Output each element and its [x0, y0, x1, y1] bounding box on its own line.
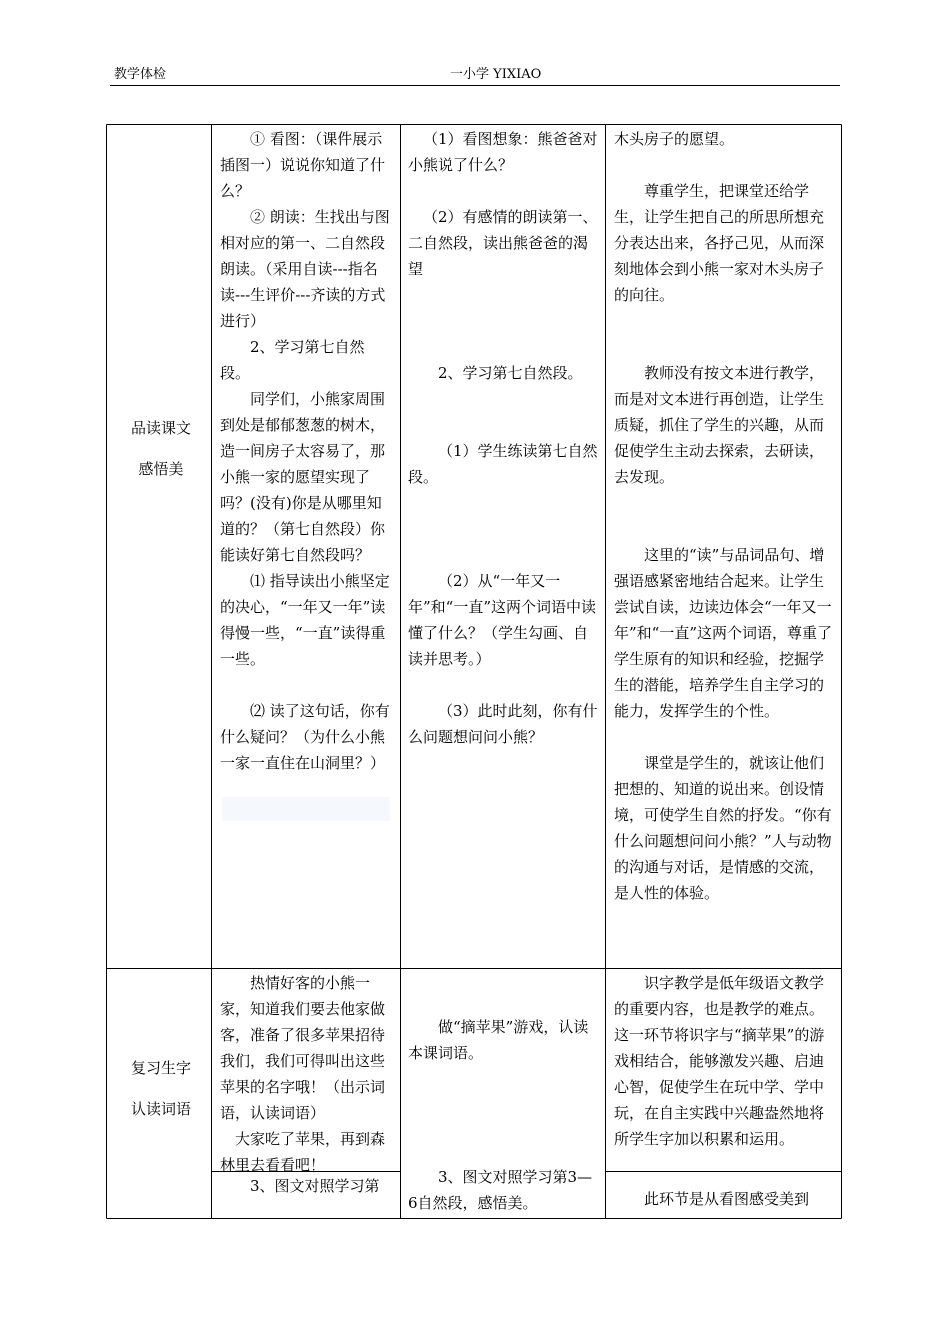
row1-teacher-step6: ⑵ 读了这句话，你有什么疑问？（为什么小熊一家一直住在山洞里？）	[220, 702, 390, 772]
row1-intent-para4: 这里的“读”与品词品句、增强语感紧密地结合起来。让学生尝试自读，边读边体会“一年又一年”和“一直”这两个词语，尊重了学生原有的知识和经验，挖掘学生的潜能，培养学生自主学习的能力，发挥学生的个性。	[614, 546, 833, 720]
row3-intent-cell	[614, 1186, 836, 1212]
row1-student-cell	[408, 126, 600, 750]
header-center-text: 一小学 YIXIAO	[450, 67, 542, 82]
row1-teacher-cell	[220, 126, 392, 776]
row2-teacher-para2: 大家吃了苹果，再到森林里去看看吧！	[220, 1130, 386, 1174]
row1-teacher-step2: ② 朗读：生找出与图相对应的第一、二自然段朗读。（采用自读---指名读---生评价---齐读的方式进行）	[220, 208, 390, 330]
row1-intent-para3: 教师没有按文本进行教学，而是对文本进行再创造，让学生质疑，抓住了学生的兴趣，从而促使学生主动去探索，去研读，去发现。	[614, 364, 825, 486]
row1-student-step6: （3）此时此刻，你有什么问题想问问小熊？	[408, 702, 598, 746]
row1-category-line2: 感悟美	[138, 460, 184, 478]
row2-student-para1: 做“摘苹果”游戏，认读本课词语。	[408, 1018, 589, 1062]
row2-teacher-cell	[220, 970, 392, 1178]
row2-category-line1: 复习生字	[130, 1059, 191, 1077]
row1-teacher-step4: 同学们，小熊家周围到处是郁郁葱葱的树木，造一间房子太容易了，那小熊一家的愿望实现了吗？(没有)你是从哪里知道的？（第七自然段）你能读好第七自然段吗？	[220, 390, 386, 564]
row1-teacher-step3: 2、学习第七自然段。	[220, 338, 365, 382]
row3-intent-para1: 此环节是从看图感受美到	[644, 1190, 810, 1208]
row2-student-cell	[408, 1014, 600, 1066]
row3-student-cell	[408, 1164, 600, 1216]
row1-teacher-step5: ⑴ 指导读出小熊坚定的决心，“一年又一年”读得慢一些，“一直”读得重一些。	[220, 572, 390, 668]
row1-intent-para1: 木头房子的愿望。	[614, 130, 735, 148]
row1-student-step2: （2）有感情的朗读第一、二自然段，读出熊爸爸的渴望	[408, 208, 598, 278]
row2-teacher-para1: 热情好客的小熊一家，知道我们要去他家做客，准备了很多苹果招待我们，我们可得叫出这些苹果的名字哦！（出示词语，认读词语）	[220, 974, 386, 1122]
row3-teacher-cell	[220, 1173, 392, 1199]
row1-teacher-step1: ① 看图：（课件展示插图一）说说你知道了什么？	[220, 130, 386, 200]
row1-student-step1: （1）看图想象：熊爸爸对小熊说了什么？	[408, 130, 598, 174]
row2-category	[111, 1040, 211, 1137]
row2-category-line2: 认读词语	[130, 1100, 191, 1118]
row3-teacher-para1: 3、图文对照学习第	[250, 1177, 380, 1195]
row1-category-line1: 品读课文	[130, 419, 191, 437]
row1-intent-para2: 尊重学生，把课堂还给学生，让学生把自己的所思所想充分表达出来，各抒己见，从而深刻地体会到小熊一家对木头房子的向往。	[614, 182, 825, 304]
row2-intent-cell	[614, 970, 836, 1152]
row1-teacher-shade	[222, 797, 390, 821]
row1-intent-cell	[614, 126, 836, 906]
row1-category	[111, 400, 211, 497]
header-left-text: 教学体检	[114, 67, 167, 82]
row3-student-para1: 3、图文对照学习第3—6自然段，感悟美。	[408, 1168, 593, 1212]
row1-student-step4: （1）学生练读第七自然段。	[408, 442, 598, 486]
row2-intent-para1: 识字教学是低年级语文教学的重要内容，也是教学的难点。这一环节将识字与“摘苹果”的游戏相结合，能够激发兴趣、启迪心智，促使学生在玩中学、学中玩，在自主实践中兴趣盎然地将所学生字加以积累和运用。	[614, 974, 825, 1148]
row1-student-step5: （2）从“一年又一年”和“一直”这两个词语中读懂了什么？（学生勾画、自读并思考。）	[408, 572, 597, 668]
row1-student-step3: 2、学习第七自然段。	[438, 364, 583, 382]
row1-intent-para5: 课堂是学生的，就该让他们把想的、知道的说出来。创设情境，可使学生自然的抒发。“你有什么问题想问问小熊？”人与动物的沟通与对话，是情感的交流，是人性的体验。	[614, 754, 832, 902]
header-rule	[110, 85, 840, 86]
